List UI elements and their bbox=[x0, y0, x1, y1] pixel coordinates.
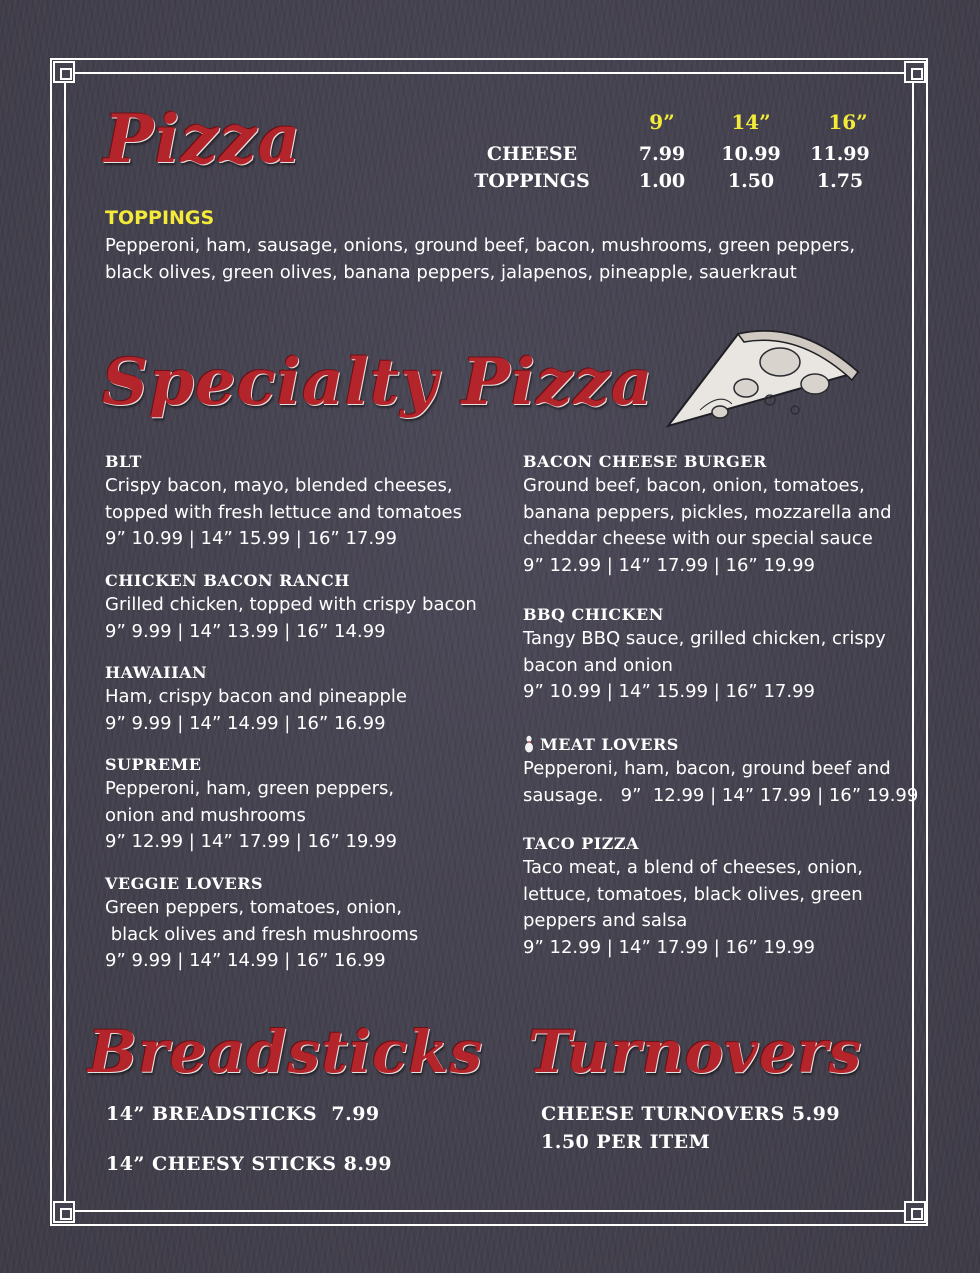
specialty-item bbox=[523, 452, 903, 579]
item-name: TACO PIZZA bbox=[523, 834, 639, 853]
item-description: banana peppers, pickles, mozzarella and bbox=[523, 501, 892, 523]
item-name: SUPREME bbox=[105, 755, 202, 774]
item-description: Ground beef, bacon, onion, tomatoes, bbox=[523, 475, 865, 496]
item-prices: 9” 9.99 | 14” 13.99 | 16” 14.99 bbox=[105, 620, 386, 642]
frame-corner-ornament bbox=[904, 61, 926, 83]
breadsticks-item: 14” BREADSTICKS 7.99 bbox=[106, 1103, 380, 1125]
item-prices: 9” 9.99 | 14” 14.99 | 16” 16.99 bbox=[105, 950, 386, 971]
item-prices: 9” 9.99 | 14” 14.99 | 16” 16.99 bbox=[105, 712, 386, 734]
pizza-slice-icon bbox=[660, 322, 865, 432]
item-name: MEAT LOVERS bbox=[540, 735, 679, 754]
frame-corner-ornament bbox=[53, 1201, 75, 1223]
turnovers-item: CHEESE TURNOVERS 5.99 bbox=[541, 1103, 841, 1125]
price-cell: 1.50 bbox=[727, 170, 775, 192]
item-prices: 9” 10.99 | 14” 15.99 | 16” 17.99 bbox=[523, 681, 816, 702]
item-name: VEGGIE LOVERS bbox=[105, 874, 264, 893]
toppings-line: black olives, green olives, banana peppers, jalapenos, pineapple, sauerkraut bbox=[105, 261, 797, 283]
pizza-heading: Pizza bbox=[104, 100, 302, 178]
size-header: 9” bbox=[649, 110, 675, 134]
item-name-row bbox=[523, 735, 903, 754]
item-description: Taco meat, a blend of cheeses, onion, bbox=[523, 857, 863, 878]
size-header: 14” bbox=[731, 110, 771, 134]
specialty-item bbox=[523, 834, 903, 961]
item-name: BBQ CHICKEN bbox=[523, 605, 664, 624]
toppings-heading: TOPPINGS bbox=[105, 207, 215, 229]
toppings-line: Pepperoni, ham, sausage, onions, ground beef, bacon, mushrooms, green peppers, bbox=[105, 235, 856, 256]
size-header: 16” bbox=[828, 110, 868, 134]
specialty-item bbox=[523, 735, 919, 809]
item-description: black olives and fresh mushrooms bbox=[105, 923, 419, 945]
item-description: onion and mushrooms bbox=[105, 804, 306, 826]
item-name: BACON CHEESE BURGER bbox=[523, 452, 767, 471]
price-cell: 7.99 bbox=[638, 143, 686, 165]
turnovers-heading: Turnovers bbox=[528, 1018, 863, 1086]
specialty-item bbox=[523, 605, 903, 706]
item-name: BLT bbox=[105, 452, 142, 471]
price-cell: 10.99 bbox=[721, 143, 781, 165]
item-description: cheddar cheese with our special sauce bbox=[523, 528, 873, 549]
item-description: Grilled chicken, topped with crispy bacon bbox=[105, 594, 477, 615]
item-description: bacon and onion bbox=[523, 654, 673, 676]
item-description: lettuce, tomatoes, black olives, green bbox=[523, 883, 863, 905]
price-row-label: TOPPINGS bbox=[474, 170, 590, 192]
item-prices: 9” 12.99 | 14” 17.99 | 16” 19.99 bbox=[523, 936, 816, 958]
item-description: Ham, crispy bacon and pineapple bbox=[105, 686, 407, 707]
specialty-item bbox=[105, 874, 485, 975]
specialty-item bbox=[105, 571, 485, 645]
breadsticks-heading: Breadsticks bbox=[88, 1018, 484, 1086]
item-prices: 9” 12.99 | 14” 17.99 | 16” 19.99 bbox=[523, 554, 816, 576]
item-name: HAWAIIAN bbox=[105, 663, 208, 682]
item-description: Pepperoni, ham, bacon, ground beef and bbox=[523, 758, 891, 779]
item-description: topped with fresh lettuce and tomatoes bbox=[105, 501, 463, 523]
price-row-label: CHEESE bbox=[486, 143, 578, 165]
turnovers-item: 1.50 PER ITEM bbox=[541, 1131, 711, 1153]
frame-corner-ornament bbox=[53, 61, 75, 83]
breadsticks-item: 14” CHEESY STICKS 8.99 bbox=[106, 1153, 392, 1175]
specialty-item bbox=[105, 452, 485, 553]
price-cell: 1.00 bbox=[638, 170, 686, 192]
item-prices: sausage. 9” 12.99 | 14” 17.99 | 16” 19.99 bbox=[523, 784, 919, 806]
item-description: Crispy bacon, mayo, blended cheeses, bbox=[105, 475, 453, 496]
price-cell: 1.75 bbox=[816, 170, 864, 192]
item-name: CHICKEN BACON RANCH bbox=[105, 571, 350, 590]
item-prices: 9” 10.99 | 14” 15.99 | 16” 17.99 bbox=[105, 528, 398, 549]
item-description: peppers and salsa bbox=[523, 910, 688, 931]
item-description: Pepperoni, ham, green peppers, bbox=[105, 778, 395, 799]
item-description: Green peppers, tomatoes, onion, bbox=[105, 897, 403, 918]
specialty-pizza-heading: Specialty Pizza bbox=[102, 345, 654, 420]
price-cell: 11.99 bbox=[810, 143, 870, 165]
toppings-list bbox=[105, 233, 855, 286]
frame-corner-ornament bbox=[904, 1201, 926, 1223]
specialty-item bbox=[105, 755, 485, 856]
specialty-item bbox=[105, 663, 485, 737]
bowling-pin-icon bbox=[523, 735, 535, 753]
item-description: Tangy BBQ sauce, grilled chicken, crispy bbox=[523, 628, 886, 649]
item-prices: 9” 12.99 | 14” 17.99 | 16” 19.99 bbox=[105, 831, 398, 852]
